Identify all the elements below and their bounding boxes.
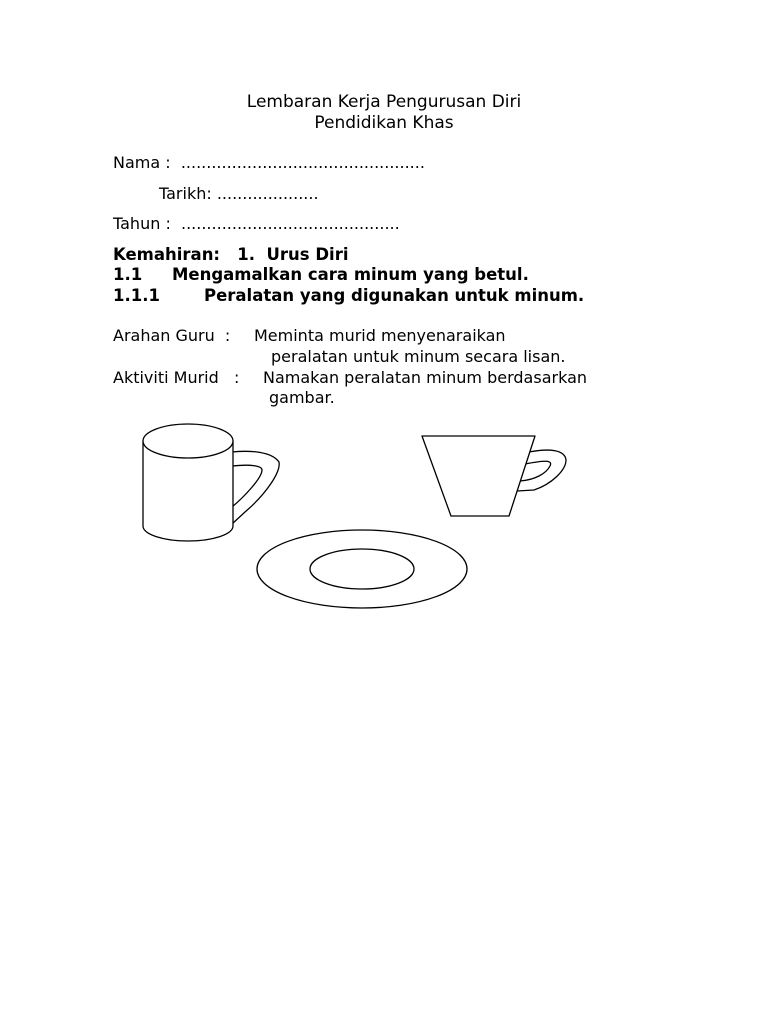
arahan-guru-line-1: Meminta murid menyenaraikan — [254, 326, 506, 345]
skill-1-1-text: Mengamalkan cara minum yang betul. — [172, 265, 529, 284]
skill-1-1-1-number: 1.1.1 — [113, 286, 160, 305]
aktiviti-murid-label: Aktiviti Murid : — [113, 368, 240, 387]
aktiviti-murid-line-2: gambar. — [269, 388, 335, 407]
saucer-inner — [310, 549, 414, 589]
arahan-guru-line-2: peralatan untuk minum secara lisan. — [271, 347, 566, 366]
mug-rim — [143, 424, 233, 458]
nama-field: Nama : ................................................ — [113, 153, 425, 172]
saucer-icon — [257, 530, 467, 608]
teacup-body — [422, 436, 535, 516]
aktiviti-murid-line-1: Namakan peralatan minum berdasarkan — [263, 368, 588, 387]
kemahiran-heading: Kemahiran: 1. Urus Diri — [113, 245, 349, 264]
title-line-2: Pendidikan Khas — [314, 113, 454, 133]
title-line-1: Lembaran Kerja Pengurusan Diri — [246, 92, 522, 112]
mug-handle — [232, 451, 279, 524]
mug-icon — [143, 424, 279, 541]
tahun-field: Tahun : ........................................... — [113, 214, 400, 233]
teacup-icon — [422, 436, 566, 516]
arahan-guru-label: Arahan Guru : — [113, 326, 231, 345]
tarikh-field: Tarikh: .................... — [159, 184, 319, 203]
skill-1-1-number: 1.1 — [113, 265, 143, 284]
skill-1-1-1-text: Peralatan yang digunakan untuk minum. — [204, 286, 585, 305]
